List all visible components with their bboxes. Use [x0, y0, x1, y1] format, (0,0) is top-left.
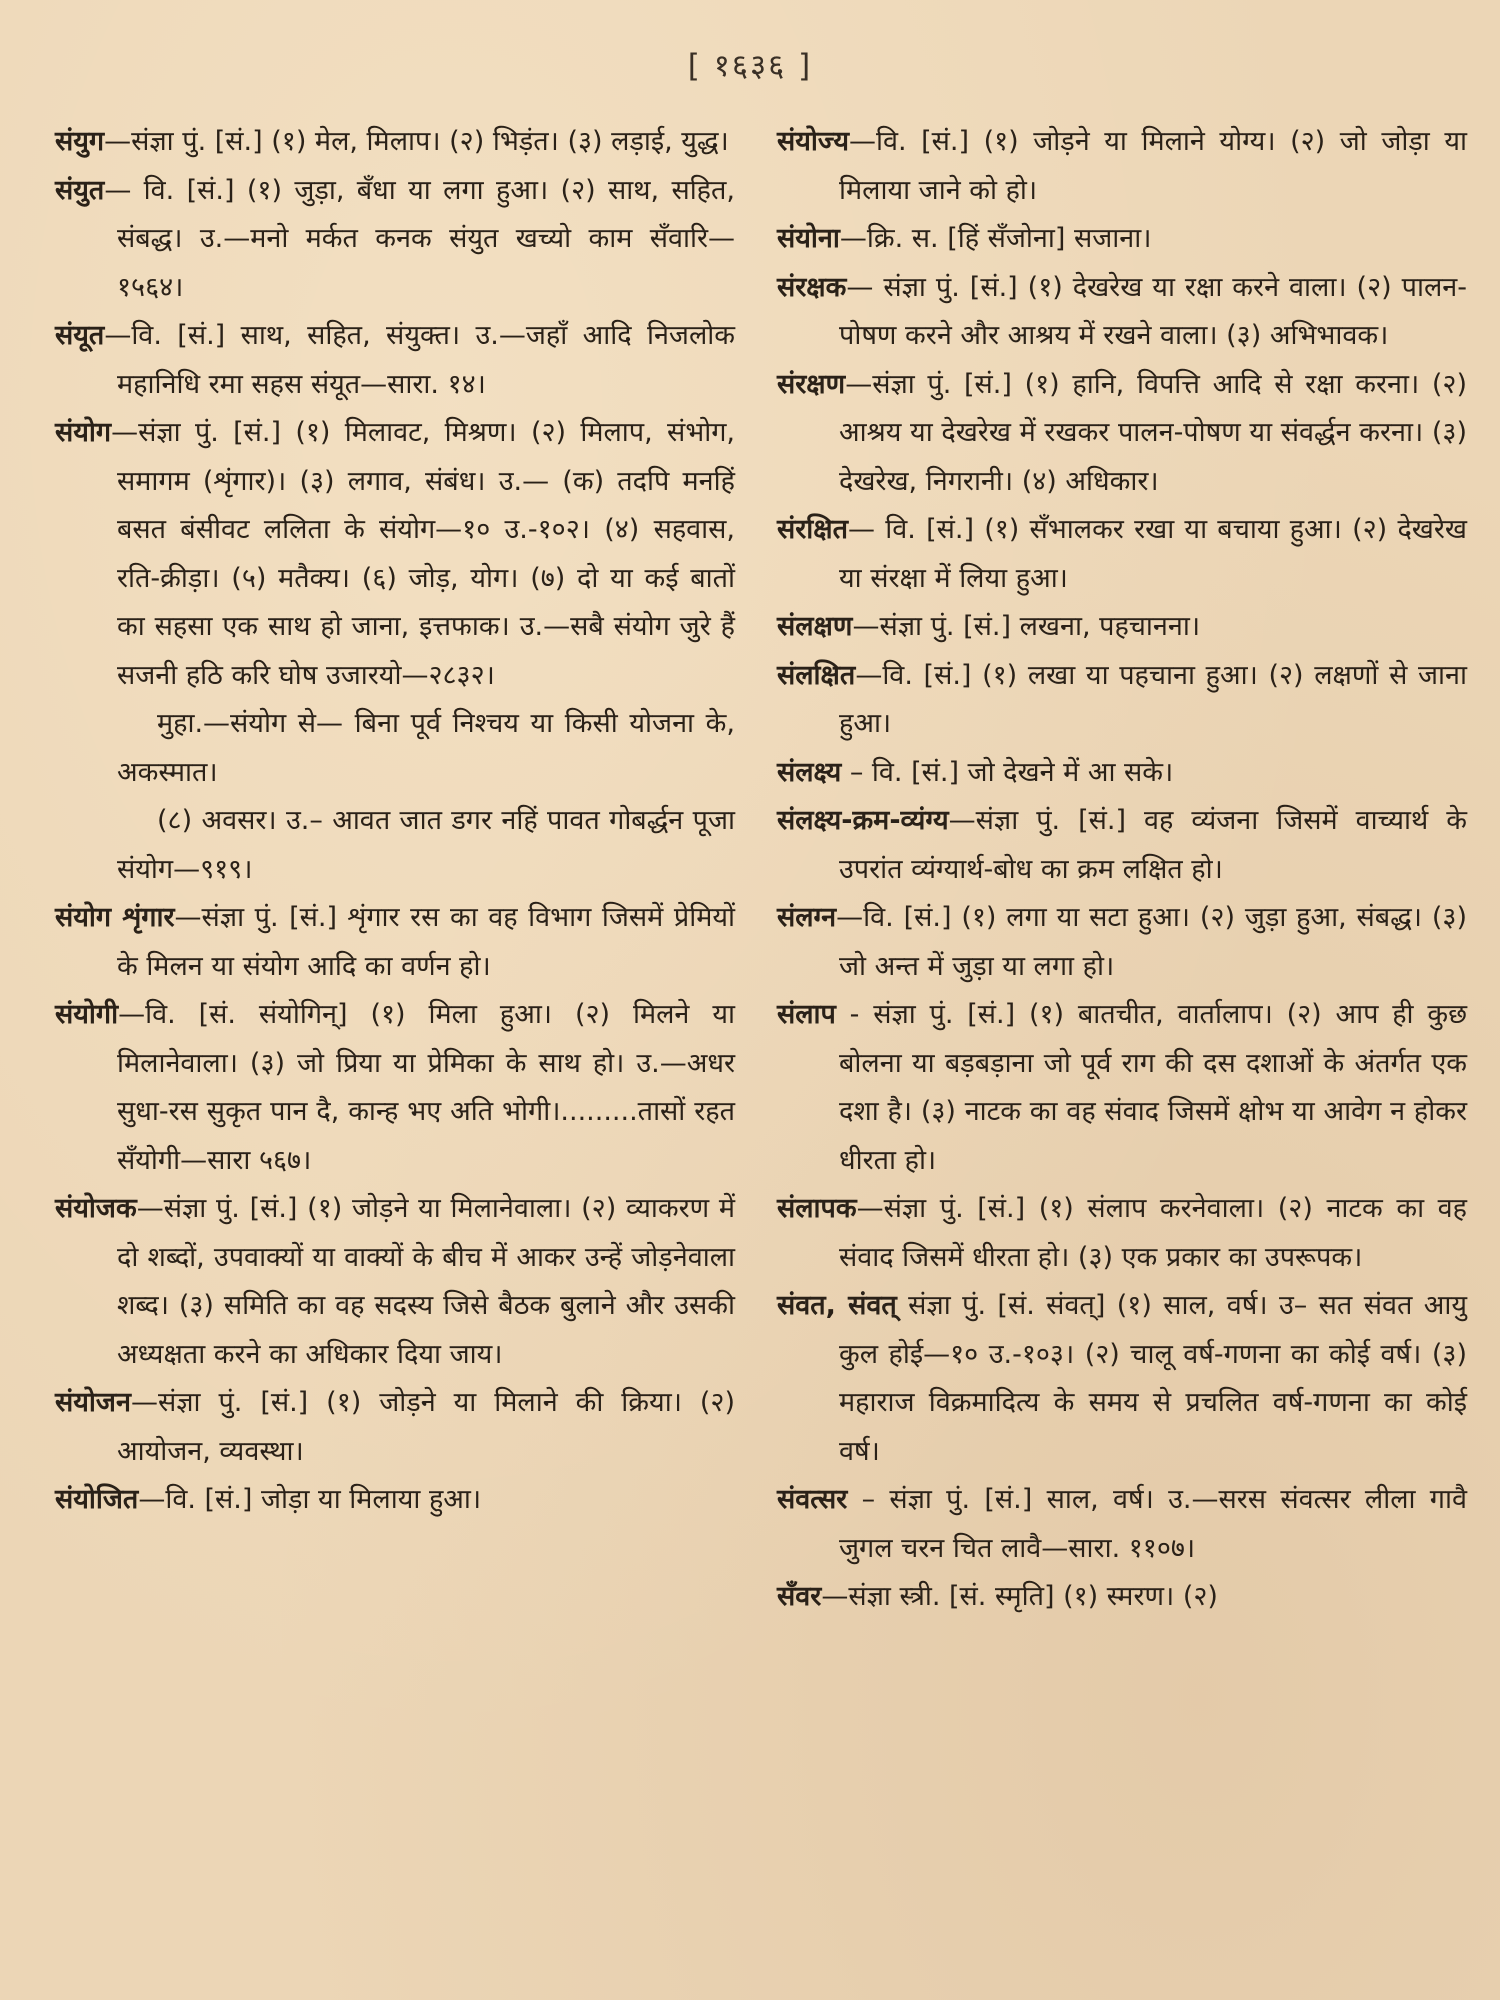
entry-headword: संलक्षण [777, 611, 853, 642]
entry-definition: —वि. [सं.] (१) जोड़ने या मिलाने योग्य। (२) जो जोड़ा या मिलाया जाने को हो। [839, 126, 1467, 206]
entry-headword: संलाप [777, 999, 836, 1030]
entry-definition: —संज्ञा पुं. [सं.] (१) जोड़ने या मिलानेवाला। (२) व्याकरण में दो शब्दों, उपवाक्यों या वाक्यों के बीच में आकर उन्हें जोड़नेवाला शब्द। (३) समिति का वह सदस्य जिसे बैठक बुलाने और उसकी अध्यक्षता करने का अधिकार दिया जाय। [117, 1193, 735, 1370]
dictionary-entry [777, 894, 1467, 991]
entry-definition: —संज्ञा पुं. [सं.] (१) संलाप करनेवाला। (२) नाटक का वह संवाद जिसमें धीरता हो। (३) एक प्रकार का उपरूपक। [839, 1193, 1467, 1273]
dictionary-entry [777, 215, 1467, 264]
entry-headword: संयोग [55, 417, 112, 448]
entry-definition: —संज्ञा स्त्री. [सं. स्मृति] (१) स्मरण। (२) [821, 1581, 1218, 1612]
entry-definition: – संज्ञा पुं. [सं.] साल, वर्ष। उ.—सरस संवत्सर लीला गावै जुगल चरन चित लावै—सारा. ११०७। [839, 1484, 1467, 1564]
entry-headword: संवत्सर [777, 1484, 848, 1515]
dictionary-entry [777, 118, 1467, 215]
dictionary-entry [777, 361, 1467, 507]
entry-definition: —वि. [सं.] जोड़ा या मिलाया हुआ। [138, 1484, 482, 1515]
entry-definition: — वि. [सं.] (१) सँभालकर रखा या बचाया हुआ। (२) देखरेख या संरक्षा में लिया हुआ। [839, 514, 1467, 594]
entry-headword: संयुग [55, 126, 105, 157]
entry-definition: —संज्ञा पुं. [सं.] (१) मेल, मिलाप। (२) भिड़ंत। (३) लड़ाई, युद्ध। [104, 126, 729, 157]
entry-definition: – वि. [सं.] जो देखने में आ सके। [841, 756, 1174, 788]
entry-headword: संयोगी [55, 999, 119, 1030]
dictionary-entry [777, 264, 1467, 361]
entry-definition: - संज्ञा पुं. [सं.] (१) बातचीत, वार्तालाप। (२) आप ही कुछ बोलना या बड़बड़ाना जो पूर्व राग की दस दशाओं के अंतर्गत एक दशा है। (३) नाटक का वह संवाद जिसमें क्षोभ या आवेग न होकर धीरता हो। [835, 999, 1467, 1176]
dictionary-entry [55, 1476, 735, 1525]
entry-headword: संरक्षक [777, 271, 847, 303]
entry-definition: —वि. [सं.] साथ, सहित, संयुक्त। उ.—जहाँ आदि निजलोक महानिधि रमा सहस संयूत—सारा. १४। [104, 320, 735, 400]
page-number: [ १६३६ ] [687, 48, 813, 84]
entry-headword: संयोजक [55, 1193, 137, 1224]
entry-definition: —संज्ञा पुं. [सं.] लखना, पहचानना। [852, 611, 1201, 642]
dictionary-entry [55, 409, 735, 700]
entry-headword: संलक्ष्य-क्रम-व्यंग्य [777, 805, 949, 836]
dictionary-entry [777, 797, 1467, 894]
dictionary-entry [55, 1379, 735, 1476]
entry-headword: संलक्ष्य [777, 756, 842, 788]
dictionary-entry [777, 1185, 1467, 1282]
left-column [55, 118, 735, 1525]
entry-definition: —संज्ञा पुं. [सं.] (१) हानि, विपत्ति आदि से रक्षा करना। (२) आश्रय या देखरेख में रखकर पालन-पोषण या संवर्द्धन करना। (३) देखरेख, निगरानी। (४) अधिकार। [839, 368, 1467, 497]
entry-definition: —क्रि. स. [हिं सँजोना] सजाना। [839, 223, 1152, 254]
right-column [777, 118, 1467, 1622]
dictionary-entry [55, 1185, 735, 1379]
dictionary-entry [55, 991, 735, 1185]
dictionary-entry [777, 1573, 1467, 1622]
entry-headword: संलक्षित [777, 659, 856, 691]
entry-headword: संलग्न [777, 902, 837, 933]
dictionary-entry [55, 118, 735, 167]
entry-headword: संयुत [55, 174, 105, 206]
entry-definition: — संज्ञा पुं. [सं.] (१) देखरेख या रक्षा करने वाला। (२) पालन-पोषण करने और आश्रय में रखने वाला। (३) अभिभावक। [839, 271, 1467, 351]
entry-definition: —संज्ञा पुं. [सं.] वह व्यंजना जिसमें वाच्यार्थ के उपरांत व्यंग्यार्थ-बोध का क्रम लक्षित हो। [839, 805, 1467, 885]
idiom-subentry: मुहा.—संयोग से— बिना पूर्व निश्चय या किसी योजना के, अकस्मात। [117, 708, 735, 788]
entry-definition: संज्ञा पुं. [सं. संवत्] (१) साल, वर्ष। उ– सत संवत आयु कुल होई—१० उ.-१०३। (२) चालू वर्ष-गणना का कोई वर्ष। (३) महाराज विक्रमादित्य के समय से प्रचलित वर्ष-गणना का कोई वर्ष। [839, 1290, 1468, 1467]
entry-headword: संयोग शृंगार [55, 902, 175, 933]
idiom-subentry: (८) अवसर। उ.– आवत जात डगर नहिं पावत गोबर्द्धन पूजा संयोग—९१९। [117, 805, 735, 885]
entry-definition: —वि. [सं.] (१) लखा या पहचाना हुआ। (२) लक्षणों से जाना हुआ। [839, 659, 1467, 739]
entry-headword: संरक्षण [777, 368, 846, 400]
entry-definition: —वि. [सं.] (१) लगा या सटा हुआ। (२) जुड़ा हुआ, संबद्ध। (३) जो अन्त में जुड़ा या लगा हो। [836, 902, 1467, 982]
entry-headword: संयोना [777, 223, 840, 254]
dictionary-entry [777, 1282, 1467, 1476]
entry-definition: —वि. [सं. संयोगिन्] (१) मिला हुआ। (२) मिलने या मिलानेवाला। (३) जो प्रिया या प्रेमिका के साथ हो। उ.—अधर सुधा-रस सुकृत पान दै, कान्ह भए अति भोगी।.........तासों रहत सँयोगी—सारा ५६७। [117, 999, 735, 1176]
entry-headword: सँवर [777, 1581, 822, 1612]
dictionary-entry [55, 894, 735, 991]
dictionary-entry [55, 312, 735, 409]
entry-headword: संरक्षित [777, 514, 849, 545]
entry-definition: —संज्ञा पुं. [सं.] (१) जोड़ने या मिलाने की क्रिया। (२) आयोजन, व्यवस्था। [117, 1387, 735, 1467]
dictionary-entry [777, 1476, 1467, 1573]
entry-definition: —संज्ञा पुं. [सं.] शृंगार रस का वह विभाग जिसमें प्रेमियों के मिलन या संयोग आदि का वर्णन हो। [117, 902, 735, 982]
entry-headword: संलापक [777, 1193, 857, 1224]
dictionary-entry [777, 506, 1467, 603]
dictionary-entry [777, 652, 1467, 749]
dictionary-entry [55, 167, 735, 313]
entry-headword: संवत, संवत् [777, 1290, 897, 1321]
entry-headword: संयोजन [55, 1387, 131, 1418]
dictionary-entry [777, 603, 1467, 652]
entry-headword: संयूत [55, 320, 105, 351]
dictionary-entry [777, 991, 1467, 1185]
entry-headword: संयोजित [55, 1484, 139, 1515]
dictionary-entry [777, 749, 1467, 798]
entry-headword: संयोज्य [777, 126, 850, 157]
entry-definition: —संज्ञा पुं. [सं.] (१) मिलावट, मिश्रण। (२) मिलाप, संभोग, समागम (शृंगार)। (३) लगाव, संबंध। उ.— (क) तदपि मनहिं बसत बंसीवट ललिता के संयोग—१० उ.-१०२। (४) सहवास, रति-क्रीड़ा। (५) मतैक्य। (६) जोड़, योग। (७) दो या कई बातों का सहसा एक साथ हो जाना, इत्तफाक। उ.—सबै संयोग जुरे हैं सजनी हठि करि घोष उजारयो—२८३२। [111, 417, 735, 691]
entry-definition: — वि. [सं.] (१) जुड़ा, बँधा या लगा हुआ। (२) साथ, सहित, संबद्ध। उ.—मनो मर्कत कनक संयुत खच्यो काम सँवारि—१५६४। [104, 174, 735, 303]
